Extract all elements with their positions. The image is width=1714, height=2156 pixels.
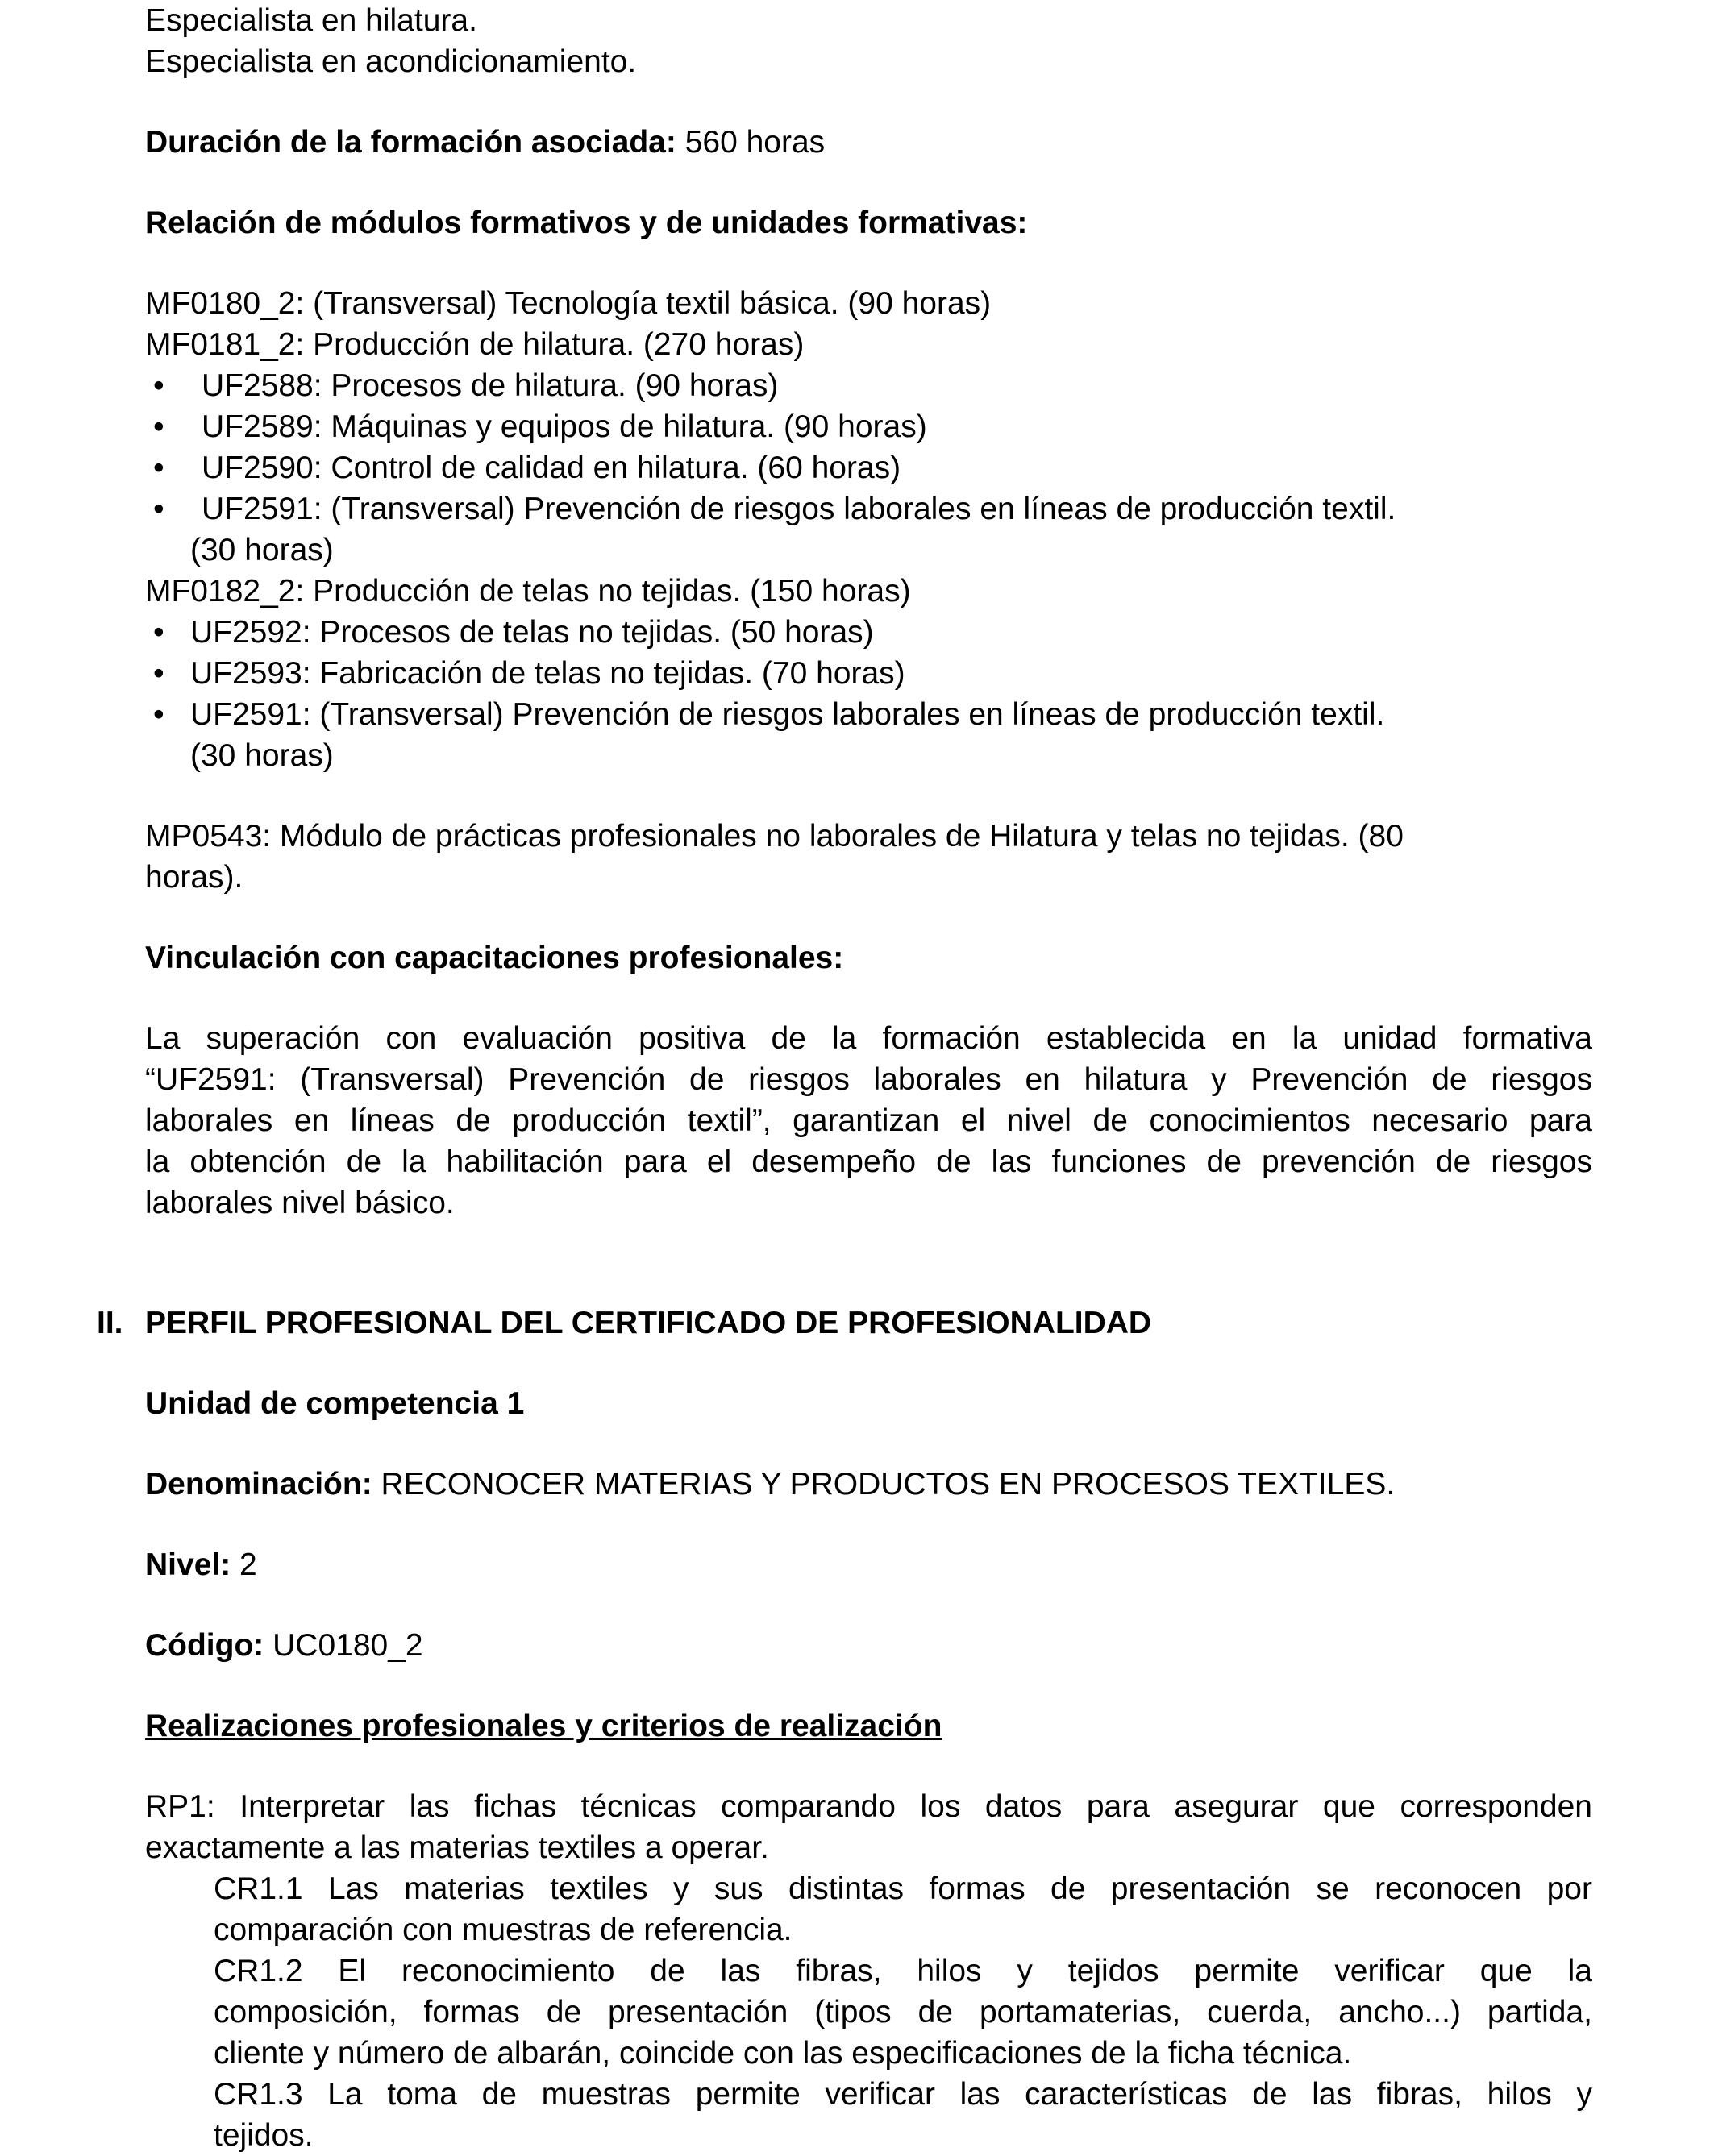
rp1-line: exactamente a las materias textiles a operar. bbox=[145, 1830, 769, 1865]
vinculacion-paragraph-line: laborales nivel básico. bbox=[145, 1186, 455, 1220]
section-title: PERFIL PROFESIONAL DEL CERTIFICADO DE PROFESIONALIDAD bbox=[145, 1306, 1152, 1340]
bullet-icon: • bbox=[153, 451, 164, 485]
unit-list-item: • UF2590: Control de calidad en hilatura. (60 horas) bbox=[145, 447, 1592, 488]
denominacion-line bbox=[145, 1464, 1592, 1505]
module-mp0543-continuation: horas). bbox=[145, 860, 243, 895]
vinculacion-paragraph-line: laborales en líneas de producción textil”, garantizan el nivel de conocimientos necesario para bbox=[145, 1103, 1592, 1138]
criterion-line: cliente y número de albarán, coincide con las especificaciones de la ficha técnica. bbox=[214, 2036, 1352, 2071]
denominacion-value: RECONOCER MATERIAS Y PRODUCTOS EN PROCESOS TEXTILES. bbox=[372, 1467, 1396, 1502]
unit-list-item: • UF2591: (Transversal) Prevención de riesgos laborales en líneas de producción textil. bbox=[145, 694, 1592, 735]
occupation-line: Especialista en acondicionamiento. bbox=[145, 44, 637, 79]
criterion-line: CR1.2 El reconocimiento de las fibras, hilos y tejidos permite verificar que la bbox=[214, 1954, 1592, 1988]
denominacion-label: Denominación: bbox=[145, 1467, 372, 1502]
unit-list-item-continuation: (30 horas) bbox=[190, 533, 334, 567]
nivel-line bbox=[145, 1544, 1592, 1585]
module-mf0180: MF0180_2: (Transversal) Tecnología textil básica. (90 horas) bbox=[145, 286, 992, 321]
module-mf0181: MF0181_2: Producción de hilatura. (270 horas) bbox=[145, 327, 805, 362]
unit-list-item: • UF2588: Procesos de hilatura. (90 horas) bbox=[145, 365, 1592, 406]
bullet-icon: • bbox=[153, 492, 164, 526]
bullet-icon: • bbox=[153, 656, 164, 691]
unit-list-item: • UF2593: Fabricación de telas no tejidas. (70 horas) bbox=[145, 653, 1592, 694]
vinculacion-paragraph-line: la obtención de la habilitación para el desempeño de las funciones de prevención de riesgos bbox=[145, 1144, 1592, 1179]
criterion-line: tejidos. bbox=[214, 2118, 314, 2153]
modules-heading: Relación de módulos formativos y de unidades formativas: bbox=[145, 206, 1028, 240]
unit-list-item-continuation: (30 horas) bbox=[190, 738, 334, 773]
criterion-line: comparación con muestras de referencia. bbox=[214, 1913, 793, 1947]
unit-list-item: • UF2589: Máquinas y equipos de hilatura. (90 horas) bbox=[145, 406, 1592, 447]
codigo-line bbox=[145, 1625, 1592, 1666]
codigo-value: UC0180_2 bbox=[264, 1628, 423, 1663]
criterion-line: composición, formas de presentación (tipos de portamaterias, cuerda, ancho...) partida, bbox=[214, 1995, 1592, 2029]
nivel-value: 2 bbox=[231, 1547, 257, 1582]
vinculacion-heading: Vinculación con capacitaciones profesionales: bbox=[145, 941, 844, 975]
duration-label: Duración de la formación asociada: bbox=[145, 125, 676, 160]
bullet-icon: • bbox=[153, 615, 164, 650]
occupation-line: Especialista en hilatura. bbox=[145, 3, 477, 38]
nivel-label: Nivel: bbox=[145, 1547, 231, 1582]
unit-list-item: • UF2591: (Transversal) Prevención de riesgos laborales en líneas de producción textil. bbox=[145, 488, 1592, 530]
vinculacion-paragraph-line: “UF2591: (Transversal) Prevención de riesgos laborales en hilatura y Prevención de riesgos bbox=[145, 1062, 1592, 1097]
vinculacion-paragraph-line: La superación con evaluación positiva de la formación establecida en la unidad formativa bbox=[145, 1021, 1592, 1056]
bullet-icon: • bbox=[153, 368, 164, 403]
criterion-line: CR1.1 Las materias textiles y sus distintas formas de presentación se reconocen por bbox=[214, 1871, 1592, 1906]
module-mf0182: MF0182_2: Producción de telas no tejidas. (150 horas) bbox=[145, 574, 911, 609]
duration-line bbox=[145, 122, 1592, 163]
codigo-label: Código: bbox=[145, 1628, 264, 1663]
realizaciones-heading: Realizaciones profesionales y criterios de realización bbox=[145, 1709, 942, 1743]
bullet-icon: • bbox=[153, 697, 164, 732]
criterion-line: CR1.3 La toma de muestras permite verificar las características de las fibras, hilos y bbox=[214, 2077, 1592, 2112]
bullet-icon: • bbox=[153, 409, 164, 444]
section-heading bbox=[97, 1302, 1592, 1344]
rp1-line: RP1: Interpretar las fichas técnicas comparando los datos para asegurar que corresponden bbox=[145, 1789, 1592, 1824]
module-mp0543: MP0543: Módulo de prácticas profesionales no laborales de Hilatura y telas no tejidas. (80 bbox=[145, 819, 1404, 854]
duration-value: 560 horas bbox=[676, 125, 826, 160]
competence-unit-title: Unidad de competencia 1 bbox=[145, 1386, 525, 1421]
document-page bbox=[97, 0, 1592, 2156]
unit-list-item: • UF2592: Procesos de telas no tejidas. (50 horas) bbox=[145, 612, 1592, 653]
section-numeral: II. bbox=[97, 1306, 123, 1340]
